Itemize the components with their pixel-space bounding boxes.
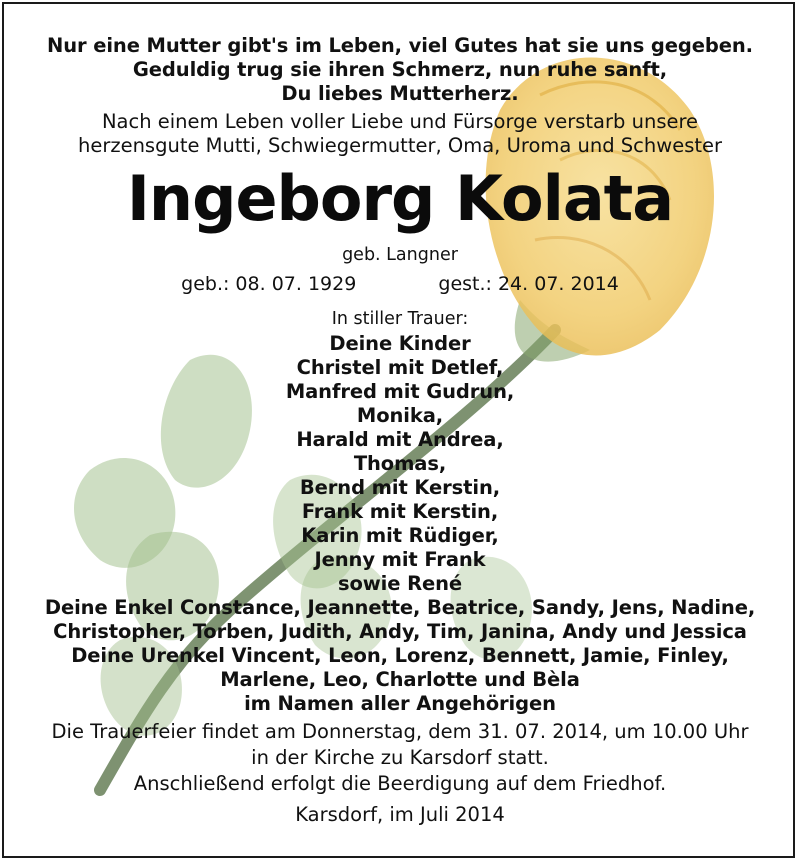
intro-line-1: Nach einem Leben voller Liebe und Fürsorge verstarb unsere [101,110,699,133]
mourner-line: Frank mit Kerstin, [301,500,499,523]
relatives-line: im Namen aller Angehörigen [244,692,556,715]
deceased-name: Ingeborg Kolata [126,162,674,235]
great-grandchildren-line-1: Deine Urenkel Vincent, Leon, Lorenz, Bennett, Jamie, Finley, [71,644,729,667]
mourner-line: Harald mit Andrea, [296,428,504,451]
grandchildren-line-1: Deine Enkel Constance, Jeannette, Beatrice, Sandy, Jens, Nadine, [44,596,756,619]
poem-line-1: Nur eine Mutter gibt's im Leben, viel Gutes hat sie uns gegeben. [47,34,753,57]
maiden-name: geb. Langner [342,245,458,265]
death-date: gest.: 24. 07. 2014 [438,273,619,295]
great-grandchildren-line-2: Marlene, Leo, Charlotte und Bèla [220,668,580,691]
mourner-line: sowie René [337,572,463,595]
mourner-line: Thomas, [353,452,447,475]
grandchildren-line-2: Christopher, Torben, Judith, Andy, Tim, Janina, Andy und Jessica [53,620,747,643]
poem-line-2: Geduldig trug sie ihren Schmerz, nun ruhe sanft, [132,58,668,81]
mourner-line: Bernd mit Kerstin, [299,476,501,499]
mourner-line: Christel mit Detlef, [296,356,504,379]
funeral-line-3: Anschließend erfolgt die Beerdigung auf dem Friedhof. [133,772,667,795]
birth-date: geb.: 08. 07. 1929 [181,273,357,295]
mourner-line: Deine Kinder [329,332,471,355]
mourner-line: Manfred mit Gudrun, [285,380,515,403]
funeral-line-1: Die Trauerfeier findet am Donnerstag, dem 31. 07. 2014, um 10.00 Uhr [51,720,749,743]
life-dates [0,273,800,295]
mourner-line: Monika, [356,404,444,427]
poem-line-3: Du liebes Mutterherz. [281,82,519,105]
mourning-intro: In stiller Trauer: [331,309,469,329]
place-date: Karsdorf, im Juli 2014 [295,803,505,826]
mourner-line: Jenny mit Frank [314,548,486,571]
funeral-line-2: in der Kirche zu Karsdorf statt. [251,746,549,769]
mourner-line: Karin mit Rüdiger, [301,524,499,547]
intro-line-2: herzensgute Mutti, Schwiegermutter, Oma, Uroma und Schwester [77,134,723,157]
